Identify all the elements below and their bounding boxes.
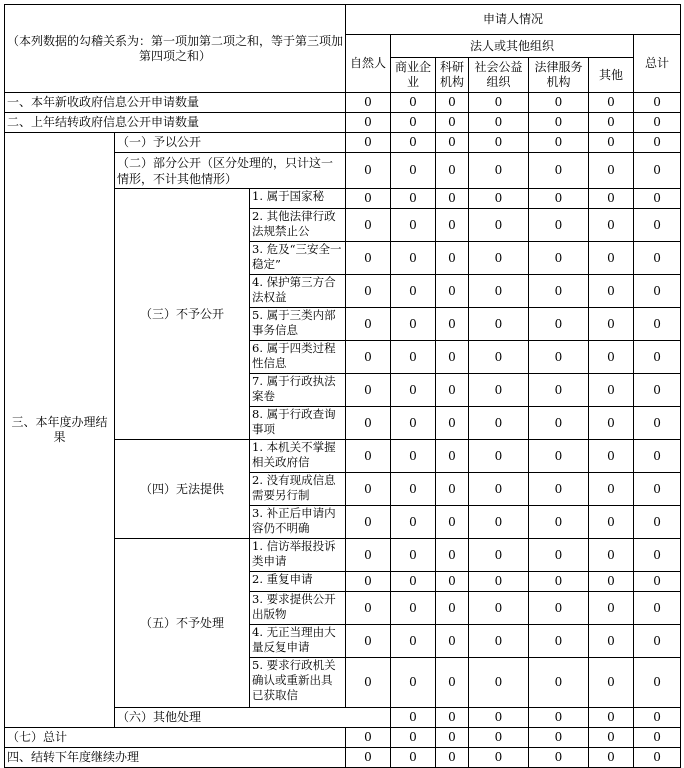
cell-value: 0 — [634, 153, 681, 189]
table-row — [5, 93, 681, 113]
cell-value: 0 — [436, 658, 469, 708]
cell-value: 0 — [346, 407, 391, 440]
section3-label: 三、本年度办理结果 — [5, 133, 115, 728]
cell-value: 0 — [529, 506, 589, 539]
cell-value: 0 — [529, 748, 589, 768]
cell-value: 0 — [469, 625, 529, 658]
group3-label: （三）不予公开 — [115, 189, 250, 440]
table-row — [5, 748, 681, 768]
cell-value: 0 — [529, 209, 589, 242]
cell-value: 0 — [346, 572, 391, 592]
cell-value: 0 — [634, 658, 681, 708]
cell-value: 0 — [391, 341, 436, 374]
cell-value: 0 — [436, 592, 469, 625]
row-label: 7. 属于行政执法案卷 — [250, 374, 346, 407]
cell-value: 0 — [436, 748, 469, 768]
cell-value: 0 — [634, 93, 681, 113]
cell-value: 0 — [589, 153, 634, 189]
cell-value: 0 — [436, 275, 469, 308]
cell-value: 0 — [436, 113, 469, 133]
cell-value: 0 — [391, 506, 436, 539]
cell-value: 0 — [469, 728, 529, 748]
cell-value: 0 — [391, 625, 436, 658]
cell-value: 0 — [436, 308, 469, 341]
cell-value: 0 — [391, 209, 436, 242]
header-org-col: 其他 — [589, 58, 634, 93]
row-label: （六）其他处理 — [115, 708, 391, 728]
cell-value: 0 — [346, 748, 391, 768]
cell-value: 0 — [589, 592, 634, 625]
cell-value: 0 — [469, 748, 529, 768]
cell-value: 0 — [529, 440, 589, 473]
cell-value: 0 — [469, 407, 529, 440]
cell-value: 0 — [346, 209, 391, 242]
cell-value: 0 — [391, 592, 436, 625]
cell-value: 0 — [634, 189, 681, 209]
cell-value: 0 — [634, 209, 681, 242]
header-legal-group: 法人或其他组织 — [391, 35, 634, 58]
cell-value: 0 — [346, 658, 391, 708]
cell-value: 0 — [391, 658, 436, 708]
cell-value: 0 — [589, 572, 634, 592]
row-label: 4. 无正当理由大量反复申请 — [250, 625, 346, 658]
cell-value: 0 — [346, 341, 391, 374]
header-org-col: 社会公益组织 — [469, 58, 529, 93]
cell-value: 0 — [391, 153, 436, 189]
cell-value: 0 — [529, 242, 589, 275]
row-label: 3. 补正后申请内容仍不明确 — [250, 506, 346, 539]
cell-value: 0 — [634, 113, 681, 133]
cell-value: 0 — [469, 473, 529, 506]
cell-value: 0 — [469, 308, 529, 341]
cell-value: 0 — [436, 539, 469, 572]
cell-value: 0 — [529, 308, 589, 341]
cell-value: 0 — [346, 113, 391, 133]
cell-value: 0 — [391, 113, 436, 133]
cell-value: 0 — [469, 275, 529, 308]
row-label: 2. 重复申请 — [250, 572, 346, 592]
cell-value: 0 — [634, 242, 681, 275]
cell-value: 0 — [589, 275, 634, 308]
cell-value: 0 — [391, 708, 436, 728]
cell-value: 0 — [391, 308, 436, 341]
cell-value: 0 — [469, 506, 529, 539]
cell-value: 0 — [634, 275, 681, 308]
cell-value: 0 — [469, 708, 529, 728]
cell-value: 0 — [634, 374, 681, 407]
cell-value: 0 — [589, 473, 634, 506]
row-label: 1. 本机关不掌握相关政府信 — [250, 440, 346, 473]
cell-value: 0 — [634, 506, 681, 539]
table-row — [5, 113, 681, 133]
cell-value: 0 — [589, 242, 634, 275]
cell-value: 0 — [346, 374, 391, 407]
cell-value: 0 — [436, 728, 469, 748]
cell-value: 0 — [469, 592, 529, 625]
cell-value: 0 — [529, 658, 589, 708]
cell-value: 0 — [391, 748, 436, 768]
cell-value: 0 — [346, 153, 391, 189]
cell-value: 0 — [469, 658, 529, 708]
row-label: 一、本年新收政府信息公开申请数量 — [5, 93, 346, 113]
cell-value: 0 — [469, 374, 529, 407]
cell-value: 0 — [529, 189, 589, 209]
cell-value: 0 — [346, 473, 391, 506]
header-org-col: 科研机构 — [436, 58, 469, 93]
cell-value: 0 — [391, 189, 436, 209]
cell-value: 0 — [436, 625, 469, 658]
cell-value: 0 — [346, 506, 391, 539]
cell-value: 0 — [391, 407, 436, 440]
cell-value: 0 — [634, 407, 681, 440]
group5-label: （五）不予处理 — [115, 539, 250, 708]
cell-value: 0 — [436, 242, 469, 275]
row-label: 5. 属于三类内部事务信息 — [250, 308, 346, 341]
cell-value: 0 — [436, 506, 469, 539]
cell-value: 0 — [529, 708, 589, 728]
cell-value: 0 — [469, 133, 529, 153]
header-note: （本列数据的勾稽关系为：第一项加第二项之和，等于第三项加第四项之和） — [5, 5, 346, 93]
cell-value: 0 — [346, 93, 391, 113]
cell-value: 0 — [589, 440, 634, 473]
cell-value: 0 — [589, 407, 634, 440]
cell-value: 0 — [436, 572, 469, 592]
cell-value: 0 — [436, 374, 469, 407]
cell-value: 0 — [589, 658, 634, 708]
cell-value: 0 — [436, 440, 469, 473]
cell-value: 0 — [391, 440, 436, 473]
cell-value: 0 — [529, 374, 589, 407]
header-total: 总计 — [634, 35, 681, 93]
cell-value: 0 — [391, 539, 436, 572]
cell-value: 0 — [391, 473, 436, 506]
cell-value: 0 — [634, 625, 681, 658]
cell-value: 0 — [589, 93, 634, 113]
cell-value: 0 — [634, 572, 681, 592]
cell-value: 0 — [346, 728, 391, 748]
cell-value: 0 — [634, 728, 681, 748]
cell-value: 0 — [634, 539, 681, 572]
disclosure-stats-table — [4, 4, 681, 768]
cell-value: 0 — [634, 308, 681, 341]
row-label: 3. 危及“三安全一稳定” — [250, 242, 346, 275]
cell-value: 0 — [589, 189, 634, 209]
cell-value: 0 — [634, 440, 681, 473]
cell-value: 0 — [346, 189, 391, 209]
cell-value: 0 — [391, 728, 436, 748]
row-label: （二）部分公开（区分处理的，只计这一情形，不计其他情形） — [115, 153, 346, 189]
cell-value: 0 — [469, 93, 529, 113]
cell-value: 0 — [529, 93, 589, 113]
row-label: 四、结转下年度继续办理 — [5, 748, 346, 768]
cell-value: 0 — [469, 539, 529, 572]
header-org-col: 商业企业 — [391, 58, 436, 93]
cell-value: 0 — [589, 209, 634, 242]
cell-value: 0 — [529, 625, 589, 658]
row-label: 6. 属于四类过程性信息 — [250, 341, 346, 374]
cell-value: 0 — [346, 242, 391, 275]
header-applicant-info: 申请人情况 — [346, 5, 681, 35]
cell-value: 0 — [634, 748, 681, 768]
cell-value: 0 — [589, 539, 634, 572]
cell-value: 0 — [391, 572, 436, 592]
cell-value: 0 — [391, 133, 436, 153]
row-label: 2. 没有现成信息需要另行制 — [250, 473, 346, 506]
cell-value: 0 — [529, 473, 589, 506]
cell-value: 0 — [529, 728, 589, 748]
cell-value: 0 — [589, 133, 634, 153]
cell-value: 0 — [634, 133, 681, 153]
cell-value: 0 — [391, 275, 436, 308]
cell-value: 0 — [529, 275, 589, 308]
cell-value: 0 — [589, 113, 634, 133]
cell-value: 0 — [346, 625, 391, 658]
row-label: 2. 其他法律行政法规禁止公 — [250, 209, 346, 242]
cell-value: 0 — [436, 189, 469, 209]
cell-value: 0 — [436, 407, 469, 440]
table-row — [5, 133, 681, 153]
row-label: （一）予以公开 — [115, 133, 346, 153]
header-org-col: 法律服务机构 — [529, 58, 589, 93]
cell-value: 0 — [346, 539, 391, 572]
cell-value: 0 — [469, 341, 529, 374]
cell-value: 0 — [391, 374, 436, 407]
cell-value: 0 — [436, 473, 469, 506]
cell-value: 0 — [529, 572, 589, 592]
cell-value: 0 — [589, 708, 634, 728]
cell-value: 0 — [346, 133, 391, 153]
group4-label: （四）无法提供 — [115, 440, 250, 539]
cell-value: 0 — [346, 592, 391, 625]
cell-value: 0 — [436, 708, 469, 728]
row-label: 5. 要求行政机关确认或重新出具已获取信 — [250, 658, 346, 708]
cell-value: 0 — [529, 539, 589, 572]
cell-value: 0 — [469, 189, 529, 209]
cell-value: 0 — [589, 308, 634, 341]
header-natural-person: 自然人 — [346, 35, 391, 93]
cell-value: 0 — [469, 209, 529, 242]
cell-value: 0 — [589, 748, 634, 768]
cell-value: 0 — [391, 93, 436, 113]
cell-value: 0 — [469, 113, 529, 133]
cell-value: 0 — [529, 153, 589, 189]
row-label: 3. 要求提供公开出版物 — [250, 592, 346, 625]
cell-value: 0 — [436, 341, 469, 374]
cell-value: 0 — [469, 572, 529, 592]
cell-value: 0 — [529, 113, 589, 133]
row-label: 1. 信访举报投诉类申请 — [250, 539, 346, 572]
cell-value: 0 — [436, 209, 469, 242]
cell-value: 0 — [436, 153, 469, 189]
cell-value: 0 — [634, 473, 681, 506]
cell-value: 0 — [589, 341, 634, 374]
cell-value: 0 — [529, 341, 589, 374]
row-label: 8. 属于行政查询事项 — [250, 407, 346, 440]
table-row — [5, 728, 681, 748]
row-label: （七）总计 — [5, 728, 346, 748]
cell-value: 0 — [469, 242, 529, 275]
cell-value: 0 — [436, 133, 469, 153]
cell-value: 0 — [589, 374, 634, 407]
cell-value: 0 — [589, 625, 634, 658]
row-label: 4. 保护第三方合法权益 — [250, 275, 346, 308]
cell-value: 0 — [346, 308, 391, 341]
cell-value: 0 — [529, 133, 589, 153]
cell-value: 0 — [346, 275, 391, 308]
cell-value: 0 — [634, 592, 681, 625]
cell-value: 0 — [634, 341, 681, 374]
cell-value: 0 — [634, 708, 681, 728]
cell-value: 0 — [589, 506, 634, 539]
row-label: 二、上年结转政府信息公开申请数量 — [5, 113, 346, 133]
cell-value: 0 — [589, 728, 634, 748]
cell-value: 0 — [346, 440, 391, 473]
cell-value: 0 — [436, 93, 469, 113]
cell-value: 0 — [469, 153, 529, 189]
row-label: 1. 属于国家秘 — [250, 189, 346, 209]
cell-value: 0 — [469, 440, 529, 473]
cell-value: 0 — [529, 407, 589, 440]
cell-value: 0 — [391, 242, 436, 275]
cell-value: 0 — [529, 592, 589, 625]
